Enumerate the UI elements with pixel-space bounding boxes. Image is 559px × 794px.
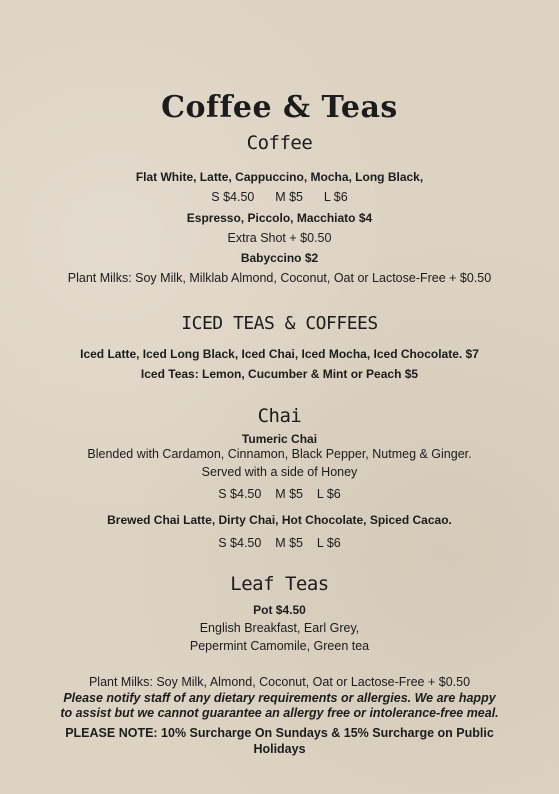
coffee-plant-milks: Plant Milks: Soy Milk, Milklab Almond, Coconut, Oat or Lactose-Free + $0.50 [67,271,492,285]
chai-subheading: Tumeric Chai [241,432,318,446]
iced-heading: ICED TEAS & COFFEES [181,313,378,334]
chai-brewed-line: Brewed Chai Latte, Dirty Chai, Hot Chocolate, Spiced Cacao. [107,513,452,527]
allergy-notice-line-2: to assist but we cannot guarantee an allergy free or intolerance-free meal. [60,706,499,720]
leaf-teas-line-2: Pepermint Camomile, Green tea [189,639,370,653]
coffee-prices: S $4.50 M $5 L $6 [211,190,348,204]
coffee-extra-shot: Extra Shot + $0.50 [227,231,332,245]
coffee-line-milk-drinks: Flat White, Latte, Cappuccino, Mocha, Long Black, [135,170,424,184]
iced-teas-line: Iced Teas: Lemon, Cucumber & Mint or Peach $5 [140,367,419,381]
allergy-notice-line-1: Please notify staff of any dietary requirements or allergies. We are happy [63,691,496,705]
chai-blend-line: Blended with Cardamon, Cinnamon, Black Pepper, Nutmeg & Ginger. [87,447,472,461]
chai-honey-line: Served with a side of Honey [201,465,358,479]
coffee-heading: Coffee [246,132,313,154]
coffee-babyccino: Babyccino $2 [240,251,319,265]
leaf-teas-line-1: English Breakfast, Earl Grey, [199,621,360,635]
menu-title: Coffee & Teas [161,90,398,125]
coffee-line-espresso: Espresso, Piccolo, Macchiato $4 [186,211,373,225]
footer-plant-milks: Plant Milks: Soy Milk, Almond, Coconut, Oat or Lactose-Free + $0.50 [88,675,471,689]
chai-prices: S $4.50 M $5 L $6 [218,487,341,501]
chai-heading: Chai [257,405,302,427]
surcharge-notice: PLEASE NOTE: 10% Surcharge On Sundays & 15% Surcharge on Public Holidays [65,726,494,756]
chai-brewed-prices: S $4.50 M $5 L $6 [218,536,341,550]
iced-coffees-line: Iced Latte, Iced Long Black, Iced Chai, Iced Mocha, Iced Chocolate. $7 [80,347,479,361]
leaf-pot-price: Pot $4.50 [253,603,306,617]
leaf-heading: Leaf Teas [230,573,329,595]
